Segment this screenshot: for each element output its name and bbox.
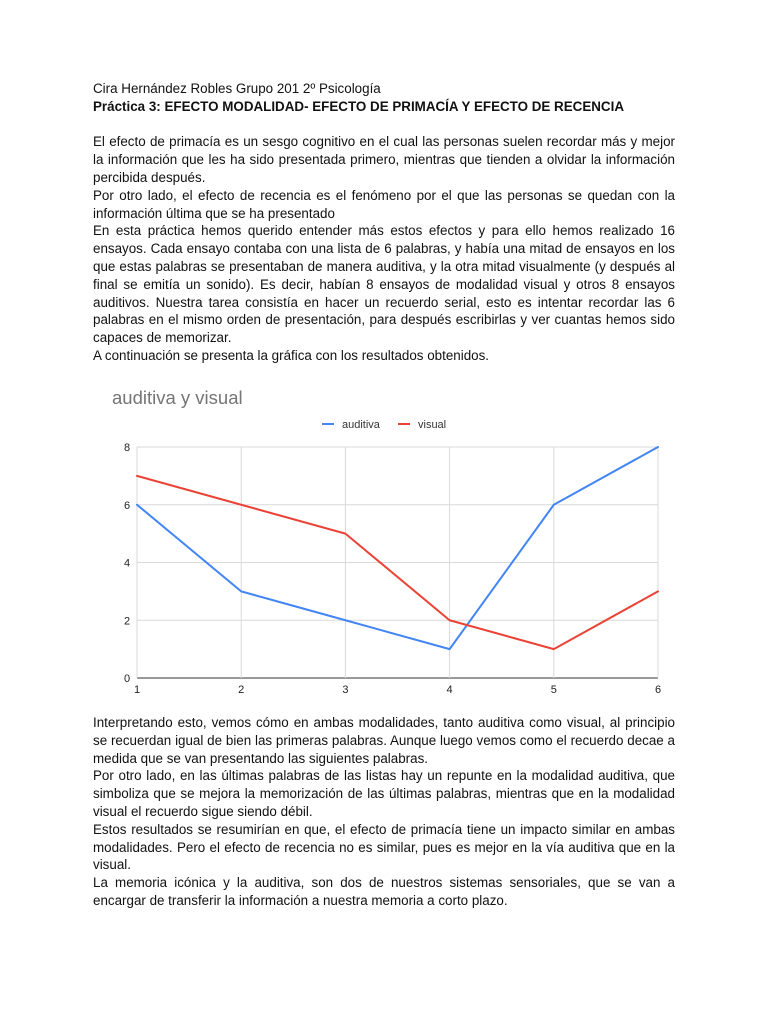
- chart-title: auditiva y visual: [112, 387, 243, 408]
- x-tick-label: 4: [446, 684, 453, 694]
- x-tick-label: 6: [654, 684, 662, 694]
- document-header: [93, 80, 675, 365]
- y-tick-label: 2: [123, 615, 131, 628]
- outro-paragraph-1: Interpretando esto, vemos cómo en ambas modalidades, tanto auditiva como visual, al principio se recuerdan igual de bien las primeras palabras. Aunque luego vemos como el recuerdo decae a medida que se van presentando las siguientes palabras.: [93, 715, 675, 766]
- y-tick-label: 0: [123, 673, 131, 685]
- document-body-after-chart: [93, 714, 675, 910]
- results-chart: [93, 376, 677, 694]
- legend-label-visual: visual: [418, 419, 447, 431]
- x-tick-label: 2: [238, 684, 245, 694]
- legend-label-auditiva: auditiva: [342, 419, 380, 431]
- outro-paragraph-4: La memoria icónica y la auditiva, son dos de nuestros sistemas sensoriales, que se van a encargar de transferir la información a nuestra memoria a corto plazo.: [93, 875, 675, 908]
- outro-paragraph-3: Estos resultados se resumirían en que, el efecto de primacía tiene un impacto similar en ambas modalidades. Pero el efecto de recencia no es similar, pues es mejor en la vía auditiva que en la visual.: [93, 821, 675, 873]
- x-tick-label: 5: [550, 684, 557, 694]
- intro-paragraph-1: El efecto de primacía es un sesgo cognitivo en el cual las personas suelen recordar más y mejor la información que les ha sido presentada primero, mientras que tienden a olvidar la información percibida después.: [93, 134, 675, 185]
- intro-paragraph-2: Por otro lado, el efecto de recencia es el fenómeno por el que las personas se quedan con la información última que se ha presentado: [93, 187, 675, 221]
- y-tick-label: 4: [123, 557, 131, 570]
- outro-paragraph-2: Por otro lado, en las últimas palabras de las listas hay un repunte en la modalidad auditiva, que simboliza que se mejora la memorización de las últimas palabras, mientras que en la modalidad visual el recuerdo sigue siendo débil.: [93, 768, 675, 819]
- y-tick-label: 8: [123, 442, 131, 454]
- intro-paragraph-4: A continuación se presenta la gráfica con los resultados obtenidos.: [93, 347, 490, 363]
- x-tick-label: 1: [133, 684, 141, 694]
- author-line: Cira Hernández Robles Grupo 201 2º Psicología: [93, 81, 381, 96]
- x-tick-label: 3: [342, 684, 349, 694]
- y-tick-label: 6: [123, 499, 131, 512]
- line-chart: [93, 376, 677, 694]
- document-title: Práctica 3: EFECTO MODALIDAD- EFECTO DE PRIMACÍA Y EFECTO DE RECENCIA: [93, 98, 624, 114]
- intro-paragraph-3: En esta práctica hemos querido entender más estos efectos y para ello hemos realizado 16 ensayos. Cada ensayo contaba con una lista de 6 palabras, y había una mitad de ensayos en los que estas palabras se presentaban de manera auditiva, y la otra mitad visualmente (y después al final se emitía un sonido). Es decir, habían 8 ensayos de modalidad visual y otros 8 ensayos auditivos. Nuestra tarea consistía en hacer un recuerdo serial, esto es intentar recordar las 6 palabras en el mismo orden de presentación, para después escribirlas y ver cuantas hemos sido capaces de memorizar.: [93, 223, 675, 346]
